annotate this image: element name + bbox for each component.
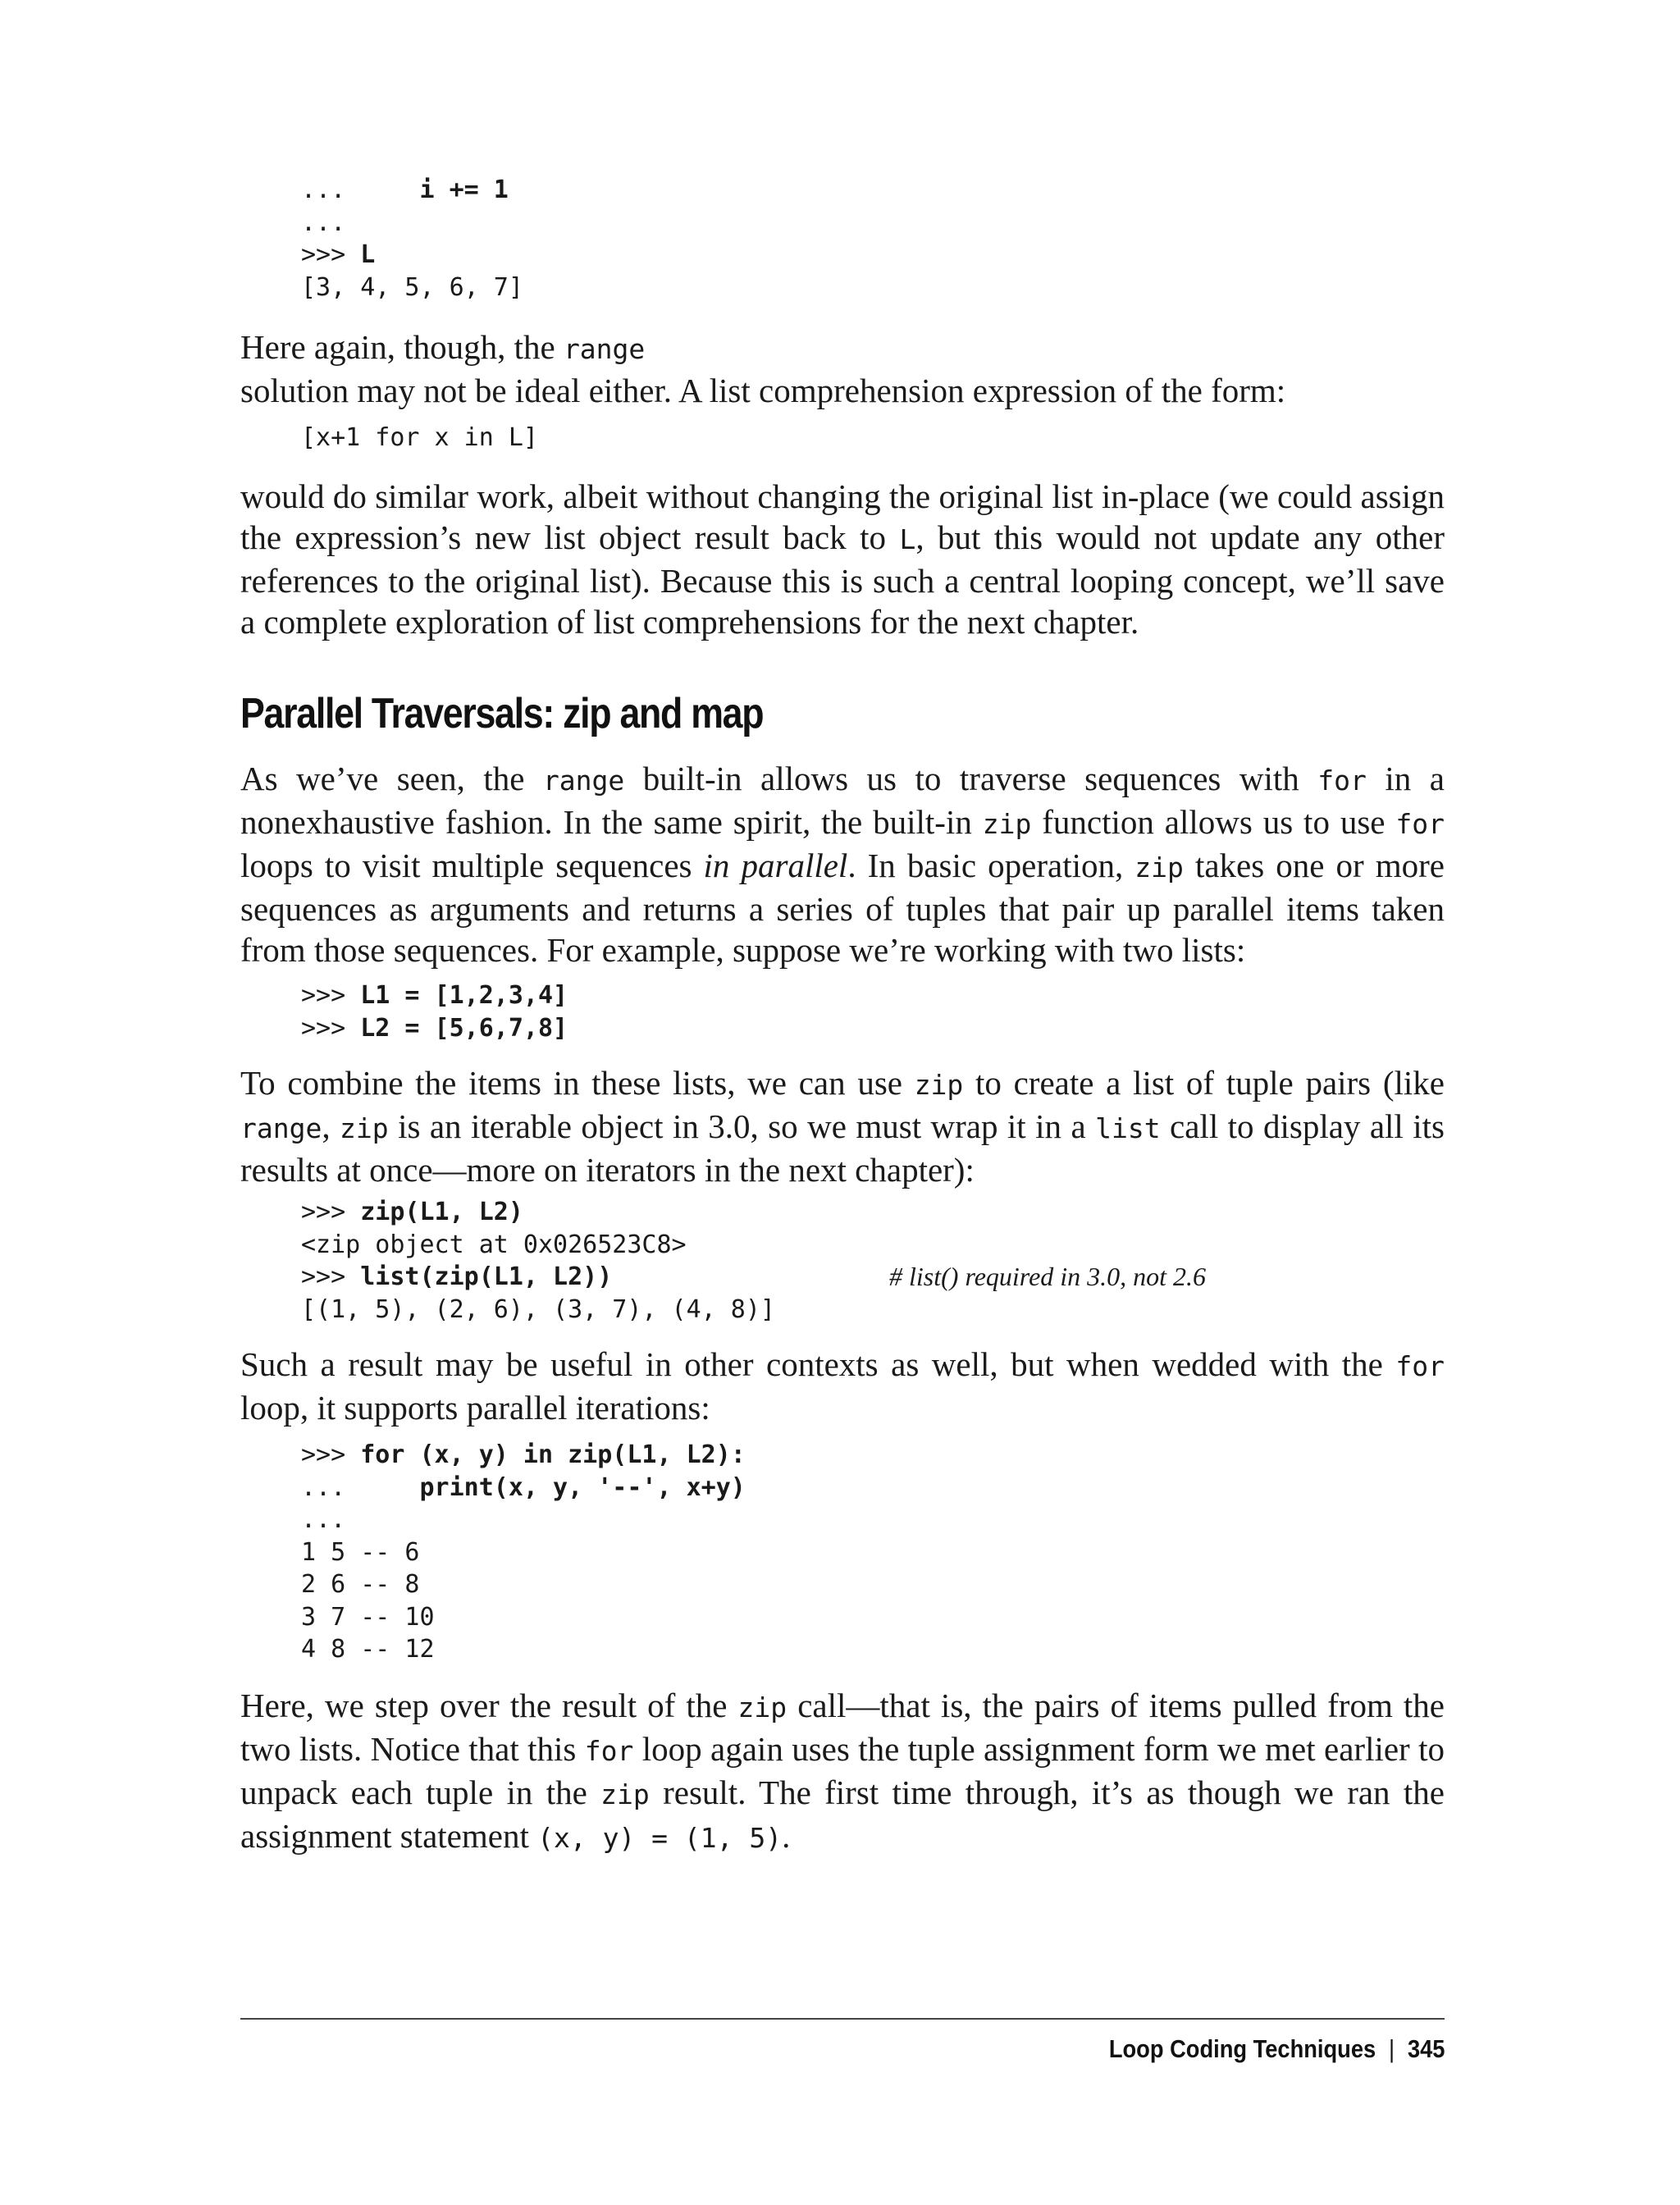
code-line: 4 8 -- 12 xyxy=(301,1635,435,1664)
section-heading: Parallel Traversals: zip and map xyxy=(240,690,764,737)
footer-divider xyxy=(240,2018,1445,2020)
paragraph-zip-intro: As we’ve seen, the range built-in allows us to traverse sequences with for in a nonexhaustive fashion. In the same spirit, the built-in zip function allows us to use for loops to visit multiple sequences in parallel. In basic operation, zip takes one or more sequences as arguments and returns a series of tuples that pair up parallel items taken from those sequences. For example, suppose we’re working with two lists: xyxy=(240,760,1445,969)
code-line: 2 6 -- 8 xyxy=(301,1570,420,1599)
code-line: [x+1 for x in L] xyxy=(301,423,538,452)
code-line: [3, 4, 5, 6, 7] xyxy=(301,272,523,302)
code-line: ... i += 1 xyxy=(301,176,509,204)
chapter-title: Loop Coding Techniques xyxy=(1108,2034,1376,2063)
code-comment: # list() required in 3.0, not 2.6 xyxy=(889,1262,1207,1291)
code-line: 1 5 -- 6 xyxy=(301,1537,420,1567)
code-line: >>> L1 = [1,2,3,4] xyxy=(301,981,568,1010)
code-line: ... xyxy=(301,208,346,237)
code-list-comprehension xyxy=(301,422,538,454)
paragraph-combine-items: To combine the items in these lists, we can use zip to create a list of tuple pairs (like range, zip is an iterable object in 3.0, so we must wrap it in a list call to display all its results at once—more on iterators in the next chapter): xyxy=(240,1064,1445,1189)
code-line: <zip object at 0x026523C8> xyxy=(301,1230,687,1259)
code-line: >>> L2 = [5,6,7,8] xyxy=(301,1013,568,1043)
footer-separator: | xyxy=(1388,2034,1395,2063)
paragraph-step-over-result: Here, we step over the result of the zip call—that is, the pairs of items pulled from the two lists. Notice that this for loop again uses the tuple assignment form we met earlier to unpack each tuple in the zip result. The first time through, it’s as though we ran the assignment statement (x, y) = (1, 5). xyxy=(240,1687,1445,1855)
code-block-zip xyxy=(301,1196,1207,1326)
page-footer xyxy=(1108,2033,1445,2066)
code-line: ... xyxy=(301,1505,346,1534)
code-line: >>> zip(L1, L2) xyxy=(301,1198,523,1226)
code-line: >>> list(zip(L1, L2)) # list() required in 3.0, not 2.6 xyxy=(301,1261,775,1294)
paragraph-list-comprehension: would do similar work, albeit without changing the original list in-place (we could assign the expression’s new list object result back to L, but this would not update any other references to the original list). Because this is such a central looping concept, we’ll save a complete exploration of list comprehensions for the next chapter. xyxy=(240,477,1445,641)
code-line: ... print(x, y, '--', x+y) xyxy=(301,1472,746,1502)
code-block-lists xyxy=(301,979,568,1044)
code-block-loop-end xyxy=(301,174,523,304)
code-block-for-zip xyxy=(301,1439,746,1666)
code-line: 3 7 -- 10 xyxy=(301,1602,435,1632)
paragraph-range-solution: Here again, though, the range solution may not be ideal either. A list comprehension expression of the form: xyxy=(240,328,1286,409)
code-line: >>> for (x, y) in zip(L1, L2): xyxy=(301,1440,746,1469)
code-line: [(1, 5), (2, 6), (3, 7), (4, 8)] xyxy=(301,1294,775,1324)
code-line: >>> L xyxy=(301,240,376,269)
paragraph-parallel-iterations: Such a result may be useful in other contexts as well, but when wedded with the for loop, it supports parallel iterations: xyxy=(240,1345,1445,1427)
page-number: 345 xyxy=(1407,2034,1445,2063)
